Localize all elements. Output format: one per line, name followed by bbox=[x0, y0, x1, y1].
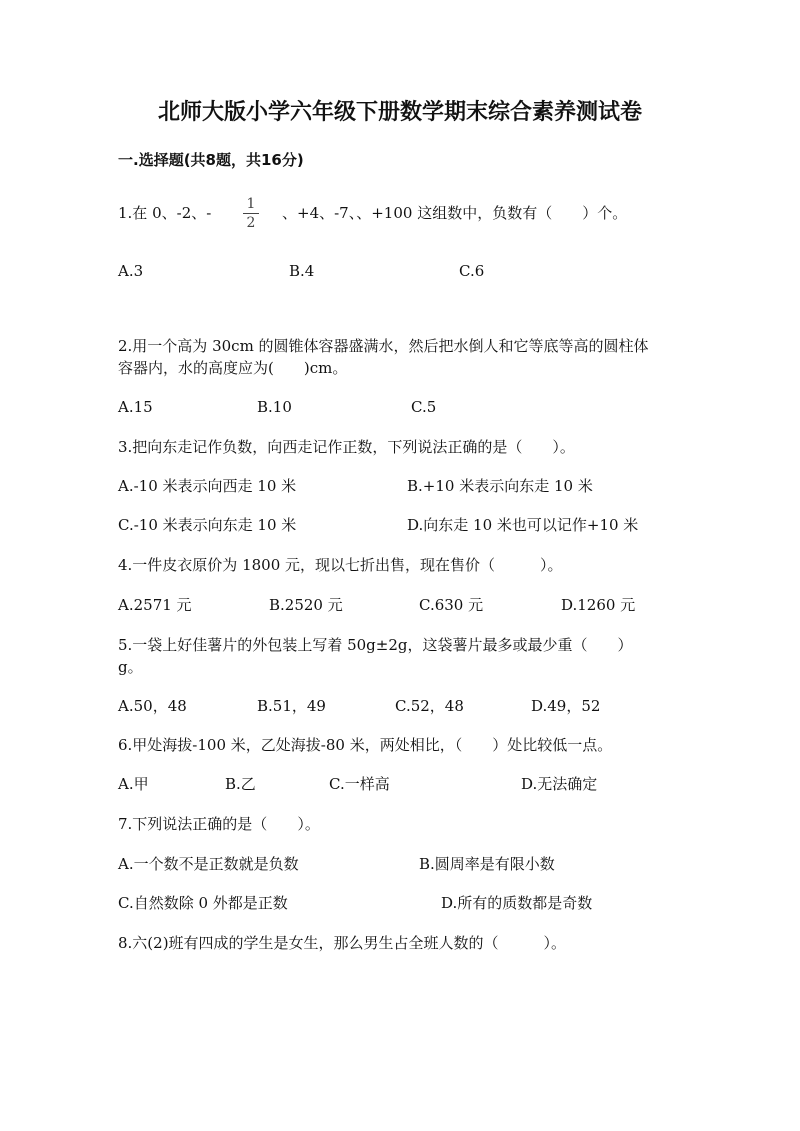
q7-option-b: B.圆周率是有限小数 bbox=[419, 855, 555, 873]
fraction-one-half bbox=[243, 196, 259, 231]
q3-option-d: D.向东走 10 米也可以记作+10 米 bbox=[407, 516, 639, 534]
q6-option-c: C.一样高 bbox=[329, 775, 390, 793]
question-7-text: 7.下列说法正确的是（ ）。 bbox=[118, 815, 320, 833]
fraction-denominator: 2 bbox=[246, 215, 256, 231]
q4-option-c: C.630 元 bbox=[419, 596, 484, 614]
q3-option-b: B.+10 米表示向东走 10 米 bbox=[407, 477, 593, 495]
question-5-line-2: g。 bbox=[118, 658, 143, 676]
page-title: 北师大版小学六年级下册数学期末综合素养测试卷 bbox=[157, 100, 642, 125]
question-1-text-a: 1.在 0、-2、- bbox=[118, 204, 212, 222]
q5-option-a: A.50，48 bbox=[118, 697, 187, 715]
q5-option-c: C.52，48 bbox=[395, 697, 464, 715]
question-2-line-2: 容器内，水的高度应为( )cm。 bbox=[118, 359, 348, 377]
q1-option-c: C.6 bbox=[459, 262, 485, 280]
question-6-text: 6.甲处海拔-100 米，乙处海拔-80 米，两处相比，（ ）处比较低一点。 bbox=[118, 736, 613, 754]
q5-option-d: D.49，52 bbox=[531, 697, 601, 715]
fraction-numerator: 1 bbox=[246, 196, 256, 212]
q3-option-a: A.-10 米表示向西走 10 米 bbox=[118, 477, 297, 495]
q2-option-a: A.15 bbox=[118, 398, 153, 416]
q1-option-b: B.4 bbox=[289, 262, 315, 280]
q2-option-b: B.10 bbox=[257, 398, 292, 416]
q4-option-d: D.1260 元 bbox=[561, 596, 636, 614]
q7-option-a: A.一个数不是正数就是负数 bbox=[118, 855, 299, 873]
question-8-text: 8.六(2)班有四成的学生是女生，那么男生占全班人数的（ ）。 bbox=[118, 934, 567, 952]
q4-option-a: A.2571 元 bbox=[118, 596, 192, 614]
q4-option-b: B.2520 元 bbox=[269, 596, 343, 614]
question-2-line-1: 2.用一个高为 30cm 的圆锥体容器盛满水，然后把水倒人和它等底等高的圆柱体 bbox=[118, 337, 649, 355]
q6-option-a: A.甲 bbox=[118, 775, 149, 793]
section-heading: 一.选择题(共8题，共16分) bbox=[118, 151, 304, 169]
q7-option-d: D.所有的质数都是奇数 bbox=[441, 894, 593, 912]
q5-option-b: B.51，49 bbox=[257, 697, 326, 715]
question-1-text-b: 、+4、-7、、+100 这组数中，负数有（ ）个。 bbox=[282, 204, 628, 222]
q6-option-b: B.乙 bbox=[225, 775, 256, 793]
fraction-bar bbox=[243, 213, 259, 214]
q3-option-c: C.-10 米表示向东走 10 米 bbox=[118, 516, 297, 534]
q7-option-c: C.自然数除 0 外都是正数 bbox=[118, 894, 288, 912]
q6-option-d: D.无法确定 bbox=[521, 775, 598, 793]
q1-option-a: A.3 bbox=[118, 262, 144, 280]
question-4-text: 4.一件皮衣原价为 1800 元，现以七折出售，现在售价（ ）。 bbox=[118, 556, 563, 574]
question-5-line-1: 5.一袋上好佳薯片的外包装上写着 50g±2g，这袋薯片最多或最少重（ ） bbox=[118, 636, 633, 654]
question-3-text: 3.把向东走记作负数，向西走记作正数，下列说法正确的是（ ）。 bbox=[118, 438, 575, 456]
q2-option-c: C.5 bbox=[411, 398, 437, 416]
